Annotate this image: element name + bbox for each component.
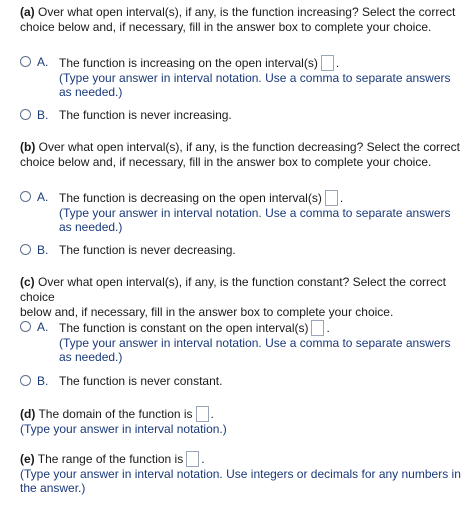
period: . — [326, 321, 330, 335]
question-b-text-line1: Over what open interval(s), if any, is the function decreasing? Select the correct — [38, 140, 460, 154]
radio-a-constant[interactable] — [20, 321, 31, 332]
question-b-label: (b) — [20, 140, 36, 154]
option-letter-a: A. — [37, 190, 49, 204]
radio-a-increasing[interactable] — [20, 56, 31, 67]
question-a — [20, 5, 455, 35]
option-a-constant-text — [59, 320, 330, 336]
hint-line2: as needed.) — [59, 85, 123, 99]
question-e-label: (e) — [20, 452, 35, 466]
constant-interval-answer-box[interactable] — [311, 320, 324, 336]
option-b-decreasing[interactable] — [20, 243, 236, 258]
question-e-text: The range of the function is — [37, 452, 184, 466]
question-c — [20, 275, 474, 320]
option-letter-b: B. — [37, 108, 49, 122]
question-c-text-line2: below and, if necessary, fill in the answer box to complete your choice. — [20, 305, 394, 319]
range-answer-box[interactable] — [186, 451, 199, 467]
radio-a-decreasing[interactable] — [20, 191, 31, 202]
decreasing-interval-answer-box[interactable] — [325, 190, 338, 206]
hint-line2: as needed.) — [59, 350, 123, 364]
radio-b-constant[interactable] — [20, 375, 31, 386]
hint-line1: (Type your answer in interval notation. Use a comma to separate answers — [59, 71, 451, 85]
question-a-text-line2: choice below and, if necessary, fill in the answer box to complete your choice. — [20, 20, 432, 34]
question-d — [20, 406, 227, 436]
hint-line1: (Type your answer in interval notation. Use a comma to separate answers — [59, 206, 451, 220]
period: . — [339, 191, 344, 205]
option-a-constant-label: The function is constant on the open interval(s) — [59, 321, 309, 335]
question-d-hint: (Type your answer in interval notation.) — [20, 422, 227, 436]
hint-line2: as needed.) — [59, 220, 123, 234]
option-b-constant-text: The function is never constant. — [59, 374, 223, 388]
question-a-text-line1: Over what open interval(s), if any, is the function increasing? Select the correct — [38, 5, 456, 19]
question-c-text-line1: Over what open interval(s), if any, is the function constant? Select the correct choice — [20, 275, 446, 304]
period: . — [335, 56, 340, 70]
question-a-label: (a) — [20, 5, 35, 19]
question-b-text-line2: choice below and, if necessary, fill in the answer box to complete your choice. — [20, 155, 432, 169]
option-a-decreasing-hint — [59, 206, 451, 234]
option-letter-a: A. — [37, 320, 49, 334]
option-a-decreasing[interactable] — [20, 190, 343, 206]
question-d-label: (d) — [20, 407, 36, 421]
option-b-decreasing-text: The function is never decreasing. — [59, 243, 236, 257]
option-b-constant[interactable] — [20, 374, 222, 389]
question-c-label: (c) — [20, 275, 35, 289]
option-b-increasing[interactable] — [20, 108, 232, 123]
domain-answer-box[interactable] — [196, 406, 209, 422]
option-a-increasing-hint — [59, 71, 451, 99]
option-letter-b: B. — [37, 243, 49, 257]
increasing-interval-answer-box[interactable] — [321, 55, 334, 71]
option-a-constant-hint — [59, 336, 451, 364]
option-a-increasing-label: The function is increasing on the open interval(s) — [59, 56, 318, 70]
option-letter-b: B. — [37, 374, 49, 388]
question-b — [20, 140, 460, 170]
question-d-text: The domain of the function is — [38, 407, 193, 421]
question-e-hint-line2: the answer.) — [20, 481, 86, 495]
option-letter-a: A. — [37, 55, 49, 69]
option-b-increasing-text: The function is never increasing. — [59, 108, 232, 122]
question-e-hint-line1: (Type your answer in interval notation. Use integers or decimals for any numbers in — [20, 467, 461, 481]
radio-b-decreasing[interactable] — [20, 244, 31, 255]
option-a-decreasing-label: The function is decreasing on the open interval(s) — [59, 191, 322, 205]
option-a-decreasing-text — [59, 190, 343, 206]
radio-b-increasing[interactable] — [20, 109, 31, 120]
option-a-constant[interactable] — [20, 320, 330, 336]
hint-line1: (Type your answer in interval notation. Use a comma to separate answers — [59, 336, 451, 350]
question-e — [20, 451, 461, 495]
period: . — [201, 452, 205, 466]
option-a-increasing-text — [59, 55, 339, 71]
period: . — [210, 407, 214, 421]
option-a-increasing[interactable] — [20, 55, 339, 71]
